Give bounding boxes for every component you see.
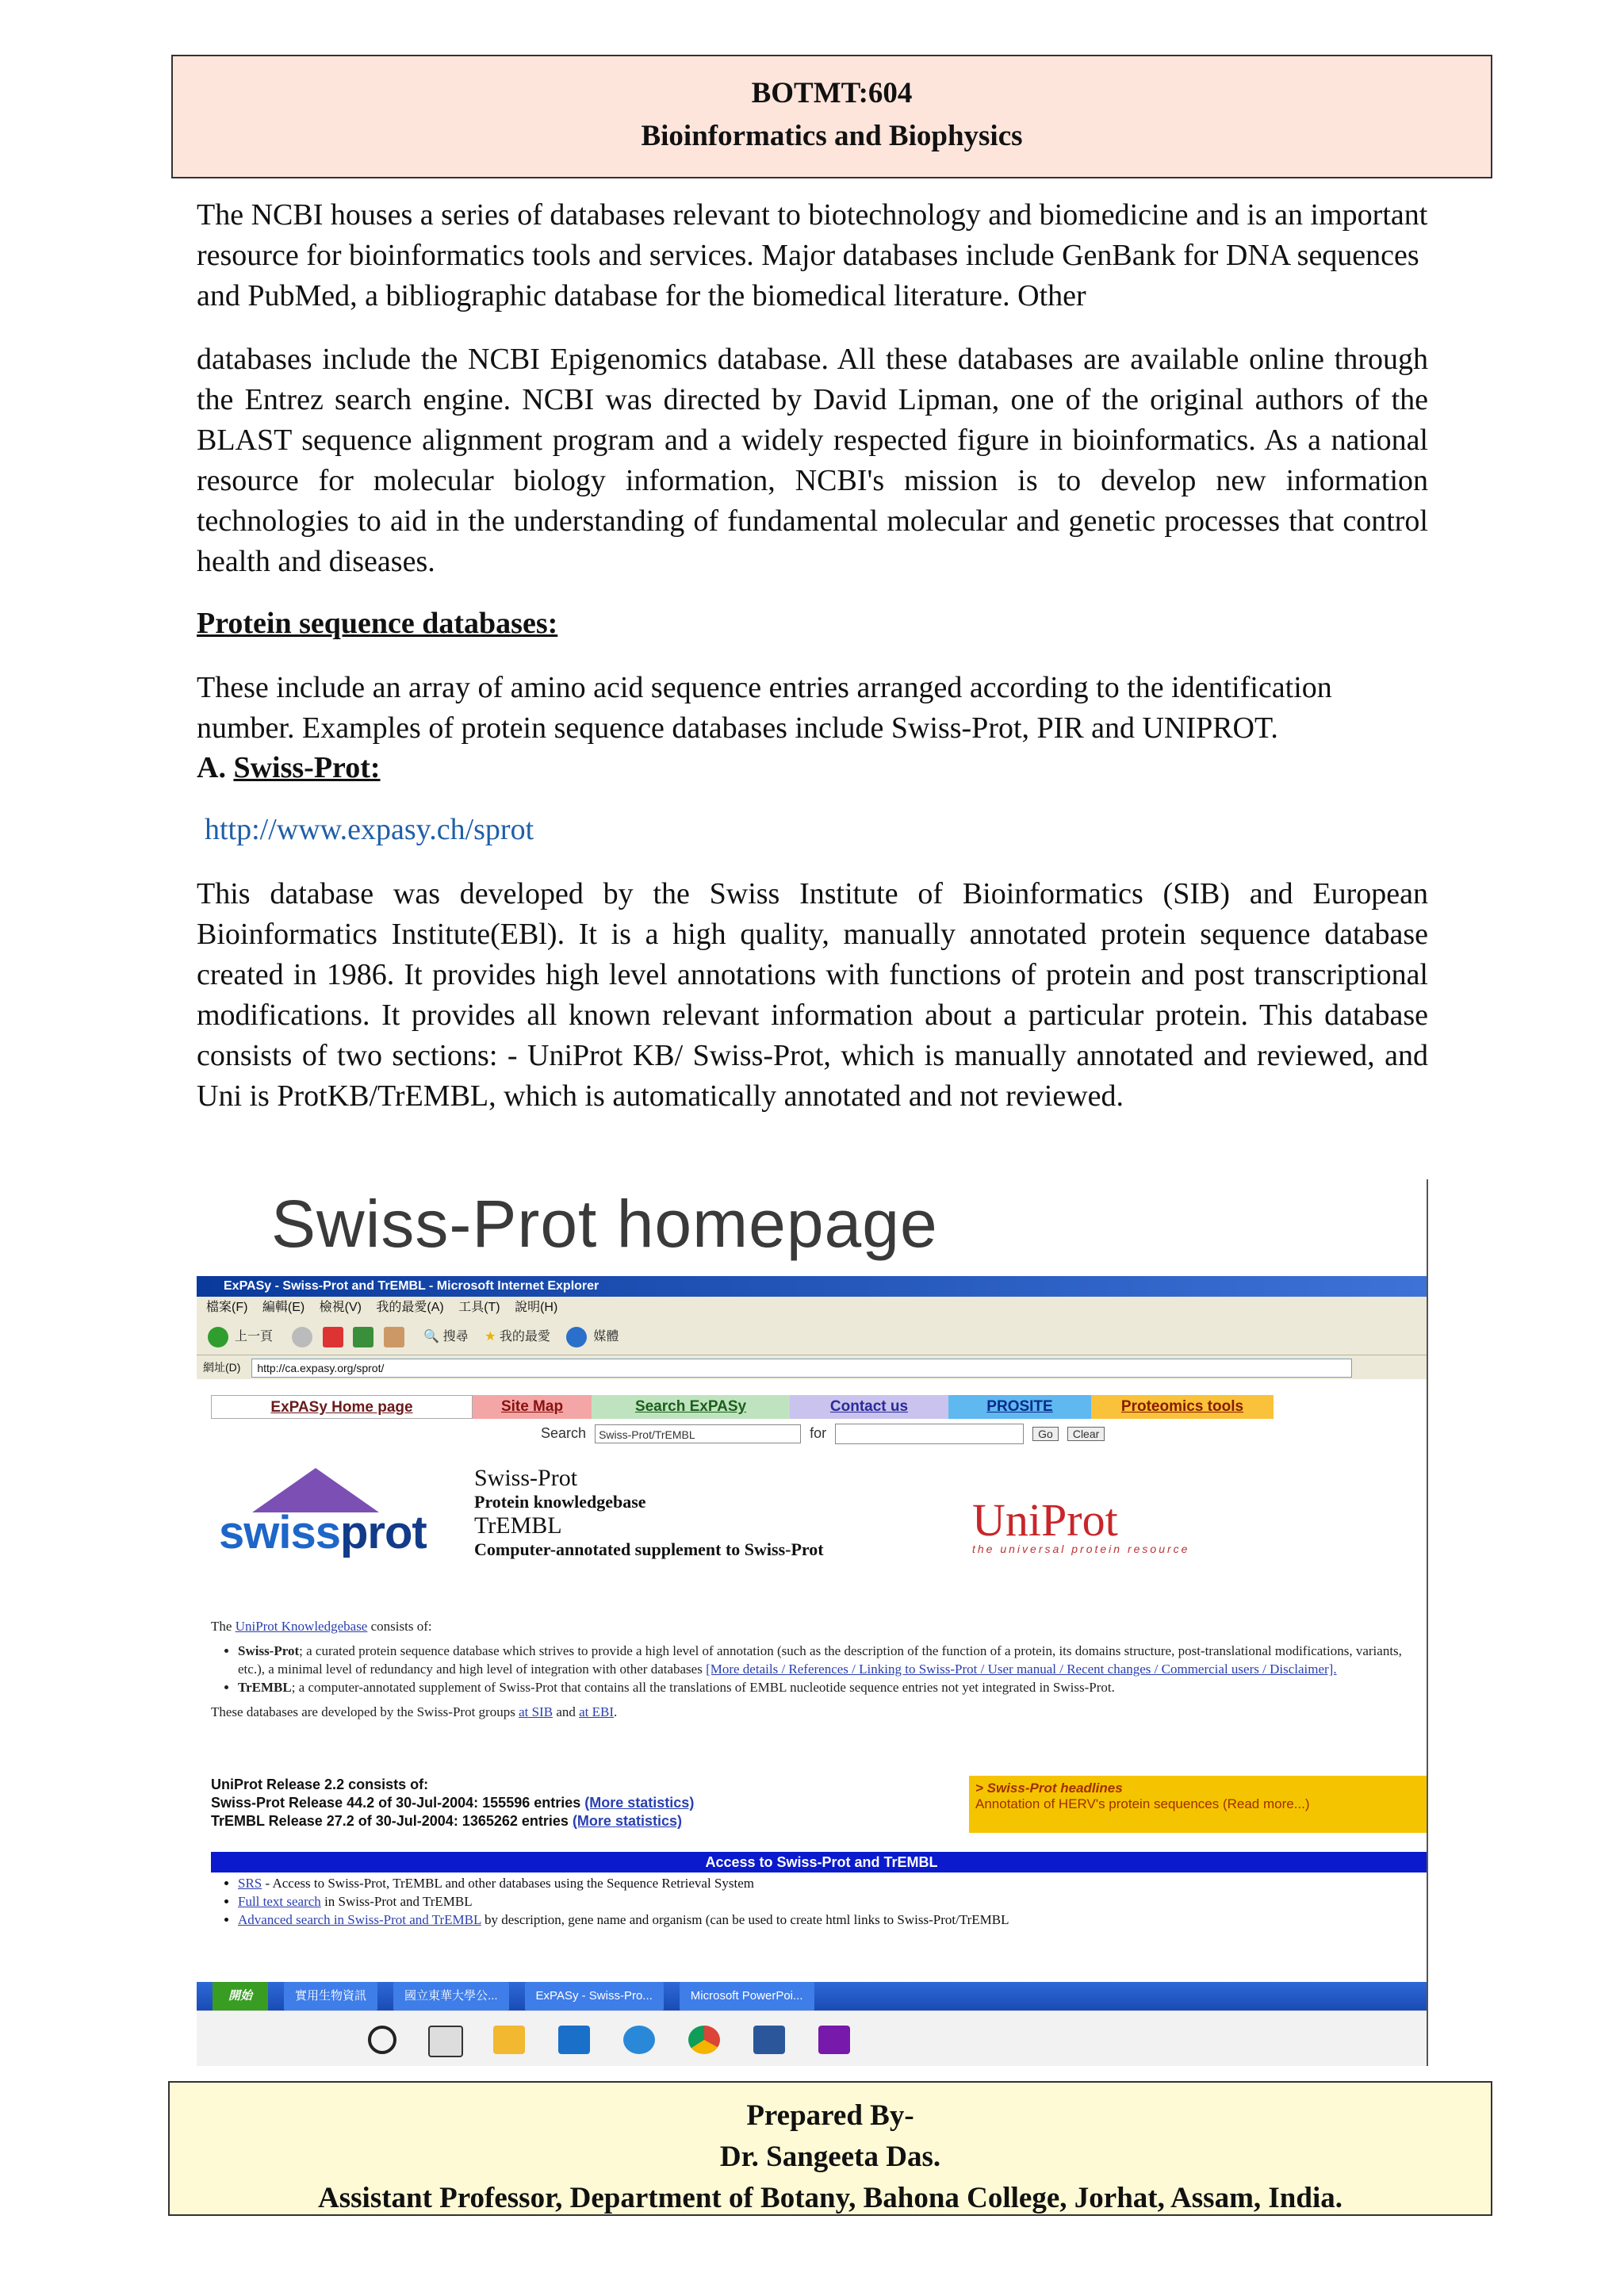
prepared-by: Prepared By- [746,2099,914,2132]
advanced-search-link[interactable]: Advanced search in Swiss-Prot and TrEMBL [238,1912,481,1927]
search-row-label: Search [541,1424,587,1441]
sib-link[interactable]: at SIB [519,1704,553,1719]
srs-link[interactable]: SRS [238,1876,262,1891]
trembl-name: TrEMBL [474,1512,562,1539]
course-code: BOTMT:604 [751,77,913,109]
favorites-label[interactable]: 我的最愛 [499,1330,550,1343]
paragraph-swissprot: This database was developed by the Swiss Institute of Bioinformatics (SIB) and European Bioinformatics Institute(EBl). It is a high quality, manually annotated protein sequence database created in 1986. It provides high level annotations with functions of protein and post transcriptional modifications. It provides all known relevant information about a particular protein. This database consists of two sections: - UniProt KB/ Swiss-Prot, which is manually annotated and reviewed, and Uni is ProtKB/TrEMBL, which is automatically annotated and not reviewed. [197,877,1428,1113]
browser-title-bar: ExPASy - Swiss-Prot and TrEMBL - Microsoft Internet Explorer [197,1276,1427,1297]
trembl-desc: Computer-annotated supplement to Swiss-Prot [474,1539,824,1559]
more-statistics-link[interactable]: (More statistics) [572,1813,682,1829]
course-subject: Bioinformatics and Biophysics [641,120,1023,152]
list-item: • Swiss-Prot; a curated protein sequence database which strives to provide a high level of annotation (such as the description of the function of a protein, its domains structure, post-translational modifications, variants, etc.), a minimal level of redundancy and high level of integration with other databases [More details / References / Linking to Swiss-Prot / User manual / Recent changes / Commercial users / Disclaimer]. [238,1642,1416,1678]
search-query-input[interactable] [835,1424,1024,1444]
list-item: • SRS - Access to Swiss-Prot, TrEMBL and other databases using the Sequence Retrieval System [238,1874,1416,1892]
chrome-icon[interactable] [688,2026,720,2054]
edge-icon[interactable] [623,2026,655,2054]
address-bar [197,1355,1427,1379]
subsection-title: Swiss-Prot: [233,751,381,784]
home-icon[interactable] [384,1327,404,1347]
knowledgebase-section: The UniProt Knowledgebase consists of: • Swiss-Prot; a curated protein sequence database which strives to provide a high level of annotation (such as the description of the function of a protein, its domains structure, post-translational modifications, variants, etc.), a minimal level of redundancy and high level of integration with other databases [More details / References / Linking to Swiss-Prot / User manual / Recent changes / Commercial users / Disclaimer]. • TrEMBL; a computer-annotated supplement of Swiss-Prot that contains all the translations of EMBL nucleotide sequence entries not yet integrated in Swiss-Prot. These databases are developed by the Swiss-Prot groups at SIB and at EBI. [211,1617,1416,1721]
mail-icon[interactable] [558,2026,590,2054]
subsection-prefix: A. [197,751,226,784]
browser-menu-bar[interactable]: 檔案(F) 編輯(E) 檢視(V) 我的最愛(A) 工具(T) 說明(H) [197,1297,1427,1319]
forward-icon[interactable] [292,1327,312,1347]
media-label[interactable]: 媒體 [593,1330,619,1343]
swissprot-description [474,1465,824,1560]
media-icon[interactable] [566,1327,587,1347]
file-explorer-icon[interactable] [493,2026,525,2054]
back-icon[interactable] [208,1327,228,1347]
list-item: • TrEMBL; a computer-annotated supplement of Swiss-Prot that contains all the translations of EMBL nucleotide sequence entries not yet integrated in Swiss-Prot. [238,1678,1416,1696]
ebi-link[interactable]: at EBI [579,1704,615,1719]
uniprot-logo: UniProt [972,1494,1118,1546]
section-heading: Protein sequence databases: [197,607,558,640]
start-button[interactable]: 開始 [213,1982,268,2010]
subsection-heading [197,750,381,785]
uniprot-tagline: the universal protein resource [972,1543,1190,1555]
taskbar-item[interactable]: 實用生物資訊 [284,1982,377,2010]
paragraph-protein-db: These include an array of amino acid sequence entries arranged according to the identification number. Examples of protein sequence databases include Swiss-Prot, PIR and UNIPROT. [197,671,1332,745]
expasy-search-row [541,1424,1105,1444]
taskbar-item[interactable]: 國立東華大學公... [393,1982,509,2010]
taskbar-item[interactable]: Microsoft PowerPoi... [680,1982,814,2010]
nav-prosite[interactable]: PROSITE [948,1395,1091,1419]
task-view-icon[interactable] [428,2026,463,2057]
author-footer [168,2081,1492,2216]
nav-expasy-home[interactable]: ExPASy Home page [211,1395,473,1419]
paragraph-ncbi-details: databases include the NCBI Epigenomics database. All these databases are available online through the Entrez search engine. NCBI was directed by David Lipman, one of the original authors of the BLAST sequence alignment program and a widely respected figure in bioinformatics. As a national resource for molecular biology information, NCBI's mission is to develop new information technologies to aid in the understanding of fundamental molecular and genetic processes that control health and diseases. [197,343,1428,578]
author-affiliation: Assistant Professor, Department of Botany, Bahona College, Jorhat, Assam, India. [318,2182,1342,2214]
swissprot-name: Swiss-Prot [474,1465,578,1491]
web-page-content [197,1379,1427,1982]
back-label[interactable]: 上一頁 [235,1330,274,1343]
paragraph-ncbi-intro: The NCBI houses a series of databases relevant to biotechnology and biomedicine and is an important resource for bioinformatics tools and services. Major databases include GenBank for DNA sequences and PubMed, a bibliographic database for the biomedical literature. Other [197,198,1428,312]
access-heading: Access to Swiss-Prot and TrEMBL [211,1852,1428,1872]
release-info: UniProt Release 2.2 consists of: Swiss-Prot Release 44.2 of 30-Jul-2004: 155596 entries (More statistics) TrEMBL Release 27.2 of 30-Jul-2004: 1365262 entries (More statistics) [211,1777,695,1829]
nav-contact-us[interactable]: Contact us [790,1395,948,1419]
swissprot-headlines: > Swiss-Prot headlines Annotation of HERV's protein sequences (Read more...) [969,1776,1428,1833]
nav-search-expasy[interactable]: Search ExPASy [592,1395,790,1419]
xp-taskbar [197,1982,1427,2010]
more-statistics-link[interactable]: (More statistics) [584,1795,695,1811]
refresh-icon[interactable] [353,1327,373,1347]
list-item: • Advanced search in Swiss-Prot and TrEMBL by description, gene name and organism (can be used to create html links to Swiss-Prot/TrEMBL [238,1911,1416,1929]
list-item: • Full text search in Swiss-Prot and TrEMBL [238,1892,1416,1911]
windows-taskbar [197,2010,1427,2066]
swissprot-url-link[interactable]: http://www.expasy.ch/sprot [205,813,534,846]
uniprot-kb-link[interactable]: UniProt Knowledgebase [235,1619,368,1634]
clear-button[interactable]: Clear [1067,1427,1105,1441]
address-input[interactable]: http://ca.expasy.org/sprot/ [251,1359,1352,1378]
swissprot-links[interactable]: [More details / References / Linking to Swiss-Prot / User manual / Recent changes / Commercial users / Disclaimer]. [706,1662,1337,1677]
expasy-navbar [211,1395,1424,1419]
course-header [171,55,1492,178]
author-name: Dr. Sangeeta Das. [719,2141,941,2173]
headline-link[interactable]: Annotation of HERV's protein sequences (Read more...) [975,1796,1310,1811]
onenote-icon[interactable] [818,2026,850,2054]
taskbar-item[interactable]: ExPASy - Swiss-Pro... [525,1982,664,2010]
nav-proteomics-tools[interactable]: Proteomics tools [1091,1395,1274,1419]
figure-title: Swiss-Prot homepage [271,1186,938,1261]
access-list [211,1874,1416,1929]
search-label[interactable]: 搜尋 [442,1330,469,1343]
search-circle-icon[interactable] [368,2026,396,2054]
swissprot-desc: Protein knowledgebase [474,1492,646,1512]
address-label: 網址(D) [203,1361,241,1374]
word-icon[interactable] [753,2026,785,2054]
search-for-label: for [810,1424,827,1441]
swissprot-screenshot-figure [197,1179,1428,2066]
go-button[interactable]: Go [1032,1427,1059,1441]
browser-toolbar: 上一頁 🔍 搜尋 ★ 我的最愛 媒體 [197,1319,1427,1355]
full-text-search-link[interactable]: Full text search [238,1894,321,1909]
nav-site-map[interactable]: Site Map [473,1395,592,1419]
swissprot-logo: swissprot [219,1507,427,1558]
stop-icon[interactable] [323,1327,343,1347]
database-select[interactable]: Swiss-Prot/TrEMBL [595,1424,801,1443]
